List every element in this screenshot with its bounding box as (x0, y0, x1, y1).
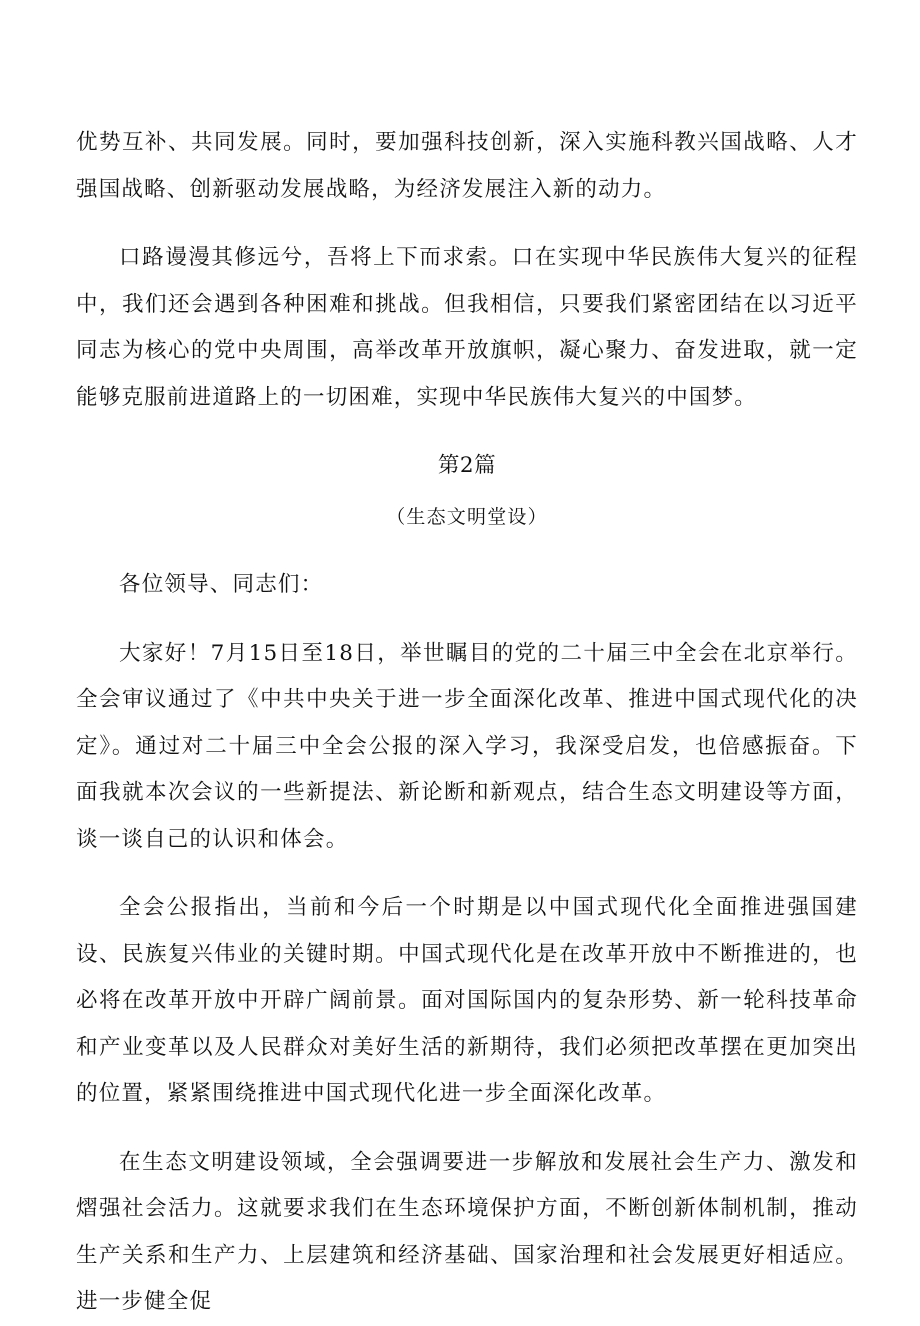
paragraph-continuation: 优势互补、共同发展。同时，要加强科技创新，深入实施科教兴国战略、人才强国战略、创新驱动发展战略，为经济发展注入新的动力。 (76, 130, 858, 202)
section-subheading: （生态文明堂设） (386, 505, 548, 528)
paragraph-conclusion: 口路谩漫其修远兮，吾将上下而求索。口在实现中华民族伟大复兴的征程中，我们还会遇到各种困难和挑战。但我相信，只要我们紧密团结在以习近平同志为核心的党中央周围，高举改革开放旗帜，凝心聚力、奋发进取，就一定能够克服前进道路上的一切困难，实现中华民族伟大复兴的中国梦。 (76, 245, 858, 410)
paragraph-ecology: 在生态文明建设领域，全会强调要进一步解放和发展社会生产力、激发和熠强社会活力。这就要求我们在生态环境保护方面，不断创新体制机制，推动生产关系和生产力、上层建筑和经济基础、国家治理和社会发展更好相适应。进一步健全促 (76, 1149, 858, 1314)
greeting: 各位领导、同志们： (119, 572, 324, 597)
paragraph-communique: 全会公报指出，当前和今后一个时期是以中国式现代化全面推进强国建设、民族复兴伟业的关键时期。中国式现代化是在改革开放中不断推进的，也必将在改革开放中开辟广阔前景。面对国际国内的复杂形势、新一轮科技革命和产业变革以及人民群众对美好生活的新期待，我们必须把改革摆在更加突出的位置，紧紧围绕推进中国式现代化进一步全面深化改革。 (76, 895, 858, 1106)
section-heading: 第2篇 (437, 453, 497, 478)
paragraph-intro: 大家好！7月15日至18日，举世瞩目的党的二十届三中全会在北京举行。全会审议通过了《中共中央关于进一步全面深化改革、推进中国式现代化的决定》。通过对二十届三中全会公报的深入学习，我深受启发，也倍感振奋。下面我就本次会议的一些新提法、新论断和新观点，结合生态文明建设等方面，谈一谈自己的认识和体会。 (76, 640, 858, 852)
